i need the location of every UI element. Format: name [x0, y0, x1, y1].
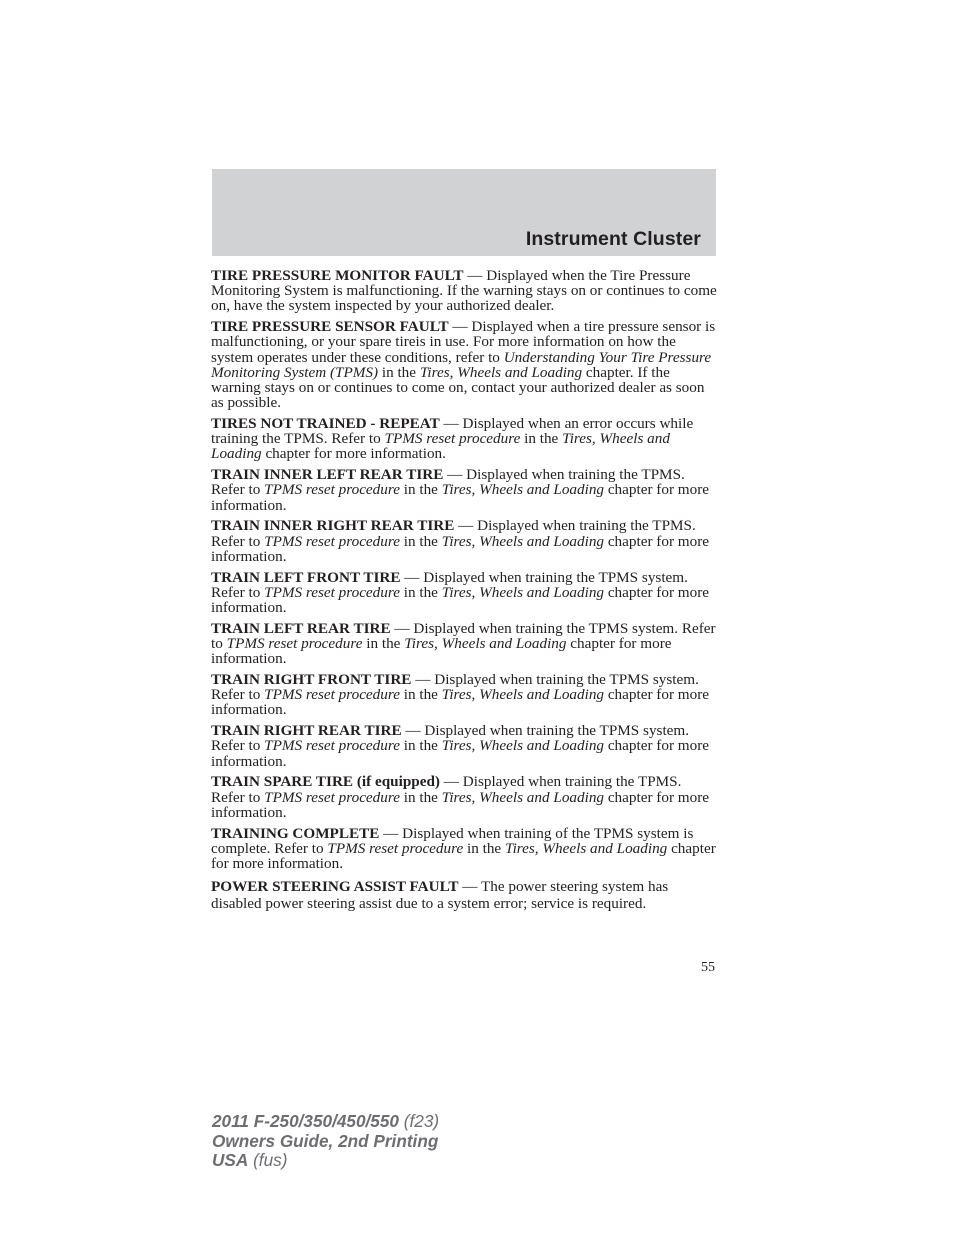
entry-reference: TPMS reset procedure	[264, 481, 400, 499]
footer-region: USA	[212, 1150, 249, 1170]
entry-text: chapter for more information.	[261, 445, 446, 463]
entry-text: in the	[520, 430, 563, 448]
entry-text: chapter for more information.	[211, 583, 710, 617]
entry-reference: Tires, Wheels and Loading	[211, 430, 670, 463]
entry-reference: Tires, Wheels and Loading	[441, 481, 605, 499]
entry-term: TIRE PRESSURE MONITOR FAULT	[211, 267, 464, 284]
entry-text: — Displayed when training the TPMS system. Refer to	[211, 619, 716, 653]
entry-reference: Tires, Wheels and Loading	[419, 363, 583, 381]
entry-text: — Displayed when training the TPMS system. Refer to	[211, 722, 690, 755]
entry-text: — Displayed when training the TPMS. Refer to	[211, 517, 696, 550]
entry-text: chapter for more information.	[211, 788, 710, 821]
footer-edition: Owners Guide, 2nd Printing	[212, 1130, 439, 1151]
entry-term: TRAIN LEFT REAR TIRE	[211, 619, 391, 637]
entry-reference: TPMS reset procedure	[384, 430, 521, 448]
entry	[211, 672, 717, 718]
entry-reference: Tires, Wheels and Loading	[441, 788, 605, 806]
entry-reference: TPMS reset procedure	[264, 532, 400, 550]
entry-text: in the	[399, 686, 442, 704]
entry-reference: TPMS reset procedure	[264, 583, 400, 601]
entry-term: TRAINING COMPLETE	[211, 824, 380, 842]
footer-line-region	[212, 1151, 439, 1171]
entry-text: in the	[362, 635, 405, 653]
page-number: 55	[701, 960, 715, 975]
entry-text: chapter for more information.	[211, 686, 710, 719]
entry	[211, 570, 717, 616]
entry-reference: TPMS reset procedure	[264, 788, 400, 806]
entry	[211, 319, 717, 410]
section-title: Instrument Cluster	[525, 228, 701, 250]
entry-reference: TPMS reset procedure	[327, 839, 464, 857]
document-footer	[212, 1112, 439, 1171]
entry-term: TRAIN SPARE TIRE (if equipped)	[211, 773, 440, 791]
entry-term: TRAIN RIGHT FRONT TIRE	[211, 671, 412, 689]
entry-reference: Tires, Wheels and Loading	[441, 737, 605, 755]
entry-text: — Displayed when training of the TPMS system is complete. Refer to	[211, 824, 694, 857]
entry-text: chapter for more information.	[211, 532, 710, 565]
entry-reference: Tires, Wheels and Loading	[441, 532, 605, 550]
entry-text: chapter for more information.	[211, 737, 710, 770]
entry	[211, 467, 717, 513]
entry	[211, 621, 717, 667]
entry-text: chapter for more information.	[211, 635, 672, 668]
entry-text: — Displayed when a tire pressure sensor is malfunctioning, or your spare tireis in use. For more information on how the system operates under these conditions, refer to	[211, 318, 716, 366]
entry-text: — Displayed when the Tire Pressure Monitoring System is malfunctioning. If the warning stays on or continues to come on, have the system inspected by your authorized dealer.	[211, 267, 717, 315]
entry-text: chapter. If the warning stays on or continues to come on, contact your authorized dealer as soon as possible.	[211, 363, 705, 412]
entry-term: POWER STEERING ASSIST FAULT	[211, 878, 459, 896]
entry-reference: Tires, Wheels and Loading	[441, 583, 605, 601]
entry	[211, 416, 717, 462]
entry-text: in the	[399, 532, 442, 550]
entry-reference: TPMS reset procedure	[264, 737, 400, 755]
entry-reference: TPMS reset procedure	[226, 635, 363, 653]
entry-text: chapter for more information.	[211, 839, 716, 873]
entry-text: — Displayed when training the TPMS system. Refer to	[211, 671, 699, 704]
entry-text: — Displayed when training the TPMS. Refer to	[211, 466, 685, 499]
entry-term: TIRE PRESSURE SENSOR FAULT	[211, 318, 449, 336]
entry-text: in the	[399, 583, 442, 601]
entry	[211, 268, 717, 314]
entry	[211, 723, 717, 769]
entry-text: — Displayed when training the TPMS. Refer to	[211, 773, 682, 806]
footer-model: 2011 F-250/350/450/550	[212, 1111, 399, 1131]
entry-text: — Displayed when training the TPMS system. Refer to	[211, 568, 688, 601]
entry-reference: TPMS reset procedure	[264, 686, 400, 704]
entry-text: in the	[399, 481, 442, 499]
entry	[211, 879, 717, 912]
entry-text: in the	[378, 363, 420, 381]
entry-reference: Understanding Your Tire Pressure Monitoring System (TPMS)	[211, 348, 712, 381]
entry-reference: Tires, Wheels and Loading	[504, 839, 668, 857]
entry	[211, 826, 717, 872]
entry-text: — Displayed when an error occurs while training the TPMS. Refer to	[211, 415, 694, 448]
entry-text: in the	[399, 737, 442, 755]
section-header-band	[212, 169, 716, 256]
entry-term: TRAIN INNER LEFT REAR TIRE	[211, 466, 444, 484]
entry-term: TRAIN RIGHT REAR TIRE	[211, 722, 402, 740]
entry	[211, 774, 717, 820]
footer-line-model	[212, 1112, 439, 1132]
entry-text: chapter for more information.	[211, 481, 710, 514]
entry-reference: Tires, Wheels and Loading	[441, 686, 605, 704]
entries-list	[211, 268, 717, 918]
entry	[211, 518, 717, 564]
entry-term: TRAIN LEFT FRONT TIRE	[211, 568, 401, 586]
entry-text: — The power steering system has disabled power steering assist due to a system error; service is required.	[211, 878, 669, 912]
entry-term: TIRES NOT TRAINED - REPEAT	[211, 415, 440, 433]
footer-model-code: (f23)	[399, 1111, 440, 1131]
entry-reference: Tires, Wheels and Loading	[404, 635, 567, 653]
entry-text: in the	[463, 839, 505, 857]
footer-region-code: (fus)	[248, 1150, 288, 1170]
entry-term: TRAIN INNER RIGHT REAR TIRE	[211, 517, 455, 535]
entry-text: in the	[399, 788, 442, 806]
